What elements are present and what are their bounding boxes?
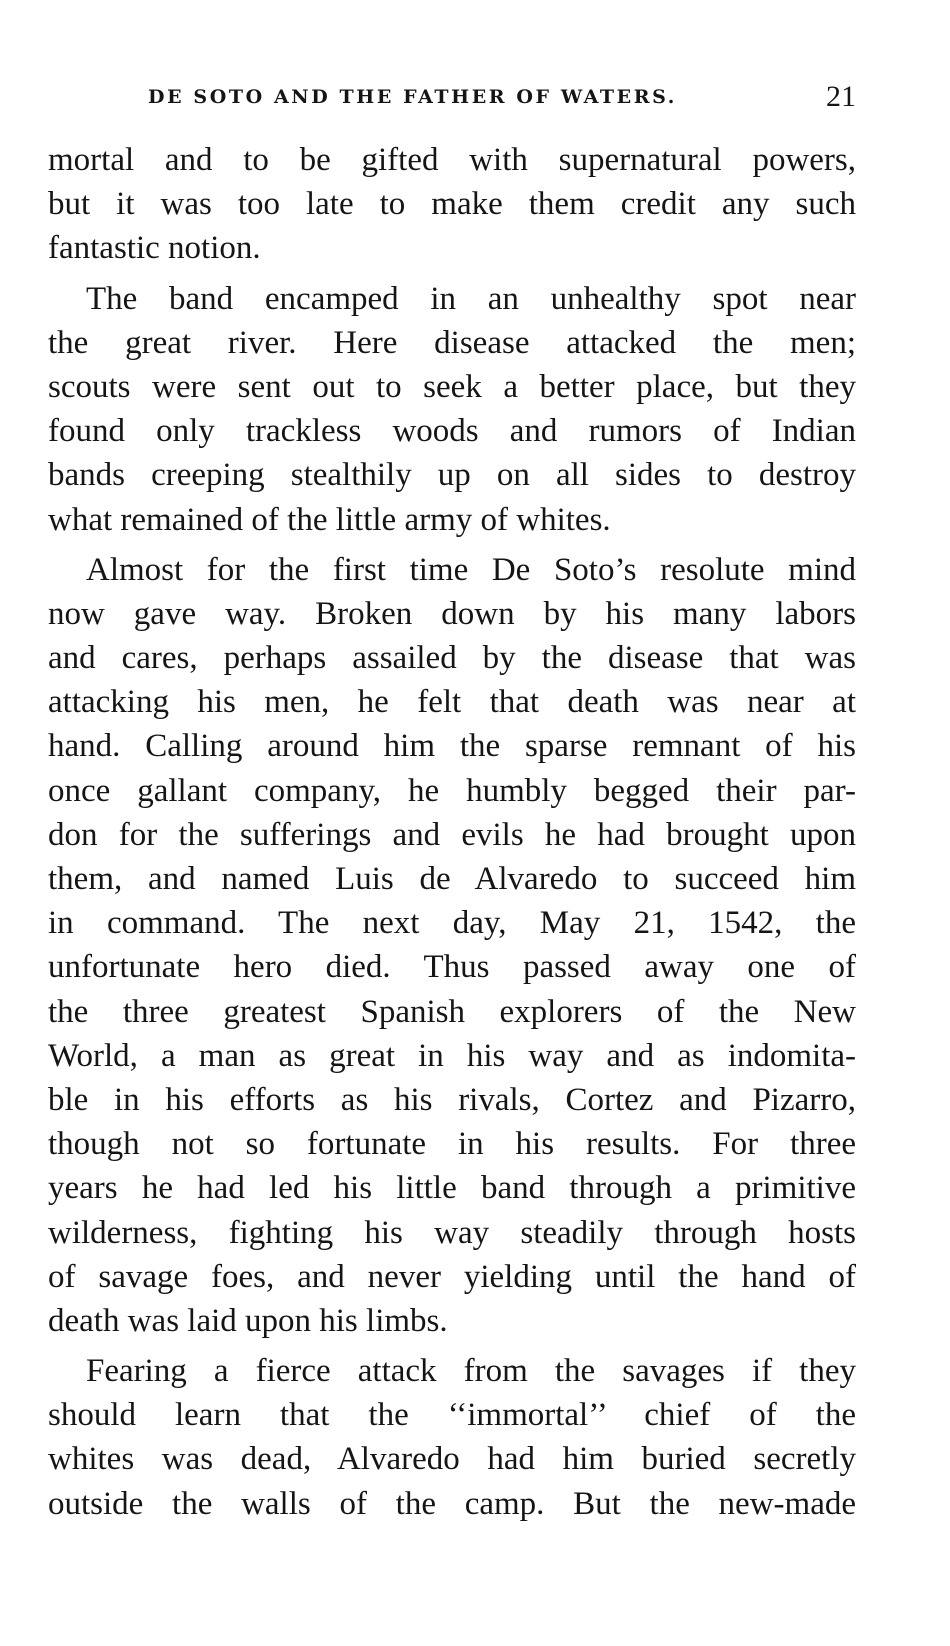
text-line: the three greatest Spanish explorers of the New (48, 993, 856, 1030)
body-text (48, 138, 856, 1526)
running-head (48, 80, 856, 114)
paragraph (48, 138, 856, 271)
text-line: ble in his efforts as his rivals, Cortez and Pizarro, (48, 1081, 856, 1118)
text-line: don for the sufferings and evils he had brought upon (48, 816, 856, 853)
page-number: 21 (826, 80, 856, 113)
paragraph (48, 548, 856, 1343)
text-line: fantastic notion. (48, 230, 261, 267)
text-line: found only trackless woods and rumors of Indian (48, 413, 856, 450)
text-line: the great river. Here disease attacked the men; (48, 324, 856, 361)
text-line: of savage foes, and never yielding until the hand of (48, 1258, 856, 1295)
text-line: though not so fortunate in his results. For three (48, 1126, 856, 1163)
text-line: years he had led his little band through a primitive (48, 1170, 856, 1207)
text-line: The band encamped in an unhealthy spot near (86, 280, 856, 317)
text-line: World, a man as great in his way and as indomita- (48, 1037, 856, 1074)
text-line: death was laid upon his limbs. (48, 1302, 448, 1339)
text-line: should learn that the ‘‘immortal’’ chief of the (48, 1397, 856, 1434)
text-line: but it was too late to make them credit any such (48, 186, 856, 223)
running-title: DE SOTO AND THE FATHER OF WATERS. (148, 86, 677, 108)
text-line: hand. Calling around him the sparse remnant of his (48, 728, 856, 765)
paragraph (48, 1349, 856, 1526)
text-line: bands creeping stealthily up on all sides to destroy (48, 457, 856, 494)
text-line: what remained of the little army of whites. (48, 501, 611, 538)
paragraph (48, 277, 856, 542)
text-line: attacking his men, he felt that death was near at (48, 684, 856, 721)
text-line: them, and named Luis de Alvaredo to succeed him (48, 861, 856, 897)
text-line: and cares, perhaps assailed by the disease that was (48, 640, 856, 677)
text-line: Almost for the first time De Soto’s resolute mind (86, 551, 856, 588)
text-line: whites was dead, Alvaredo had him buried secretly (48, 1441, 856, 1478)
text-line: outside the walls of the camp. But the new-made (48, 1485, 856, 1522)
text-line: unfortunate hero died. Thus passed away one of (48, 949, 856, 986)
text-line: now gave way. Broken down by his many labors (48, 595, 856, 632)
text-line: Fearing a fierce attack from the savages if they (86, 1353, 856, 1390)
text-line: once gallant company, he humbly begged their par- (48, 772, 856, 809)
text-line: in command. The next day, May 21, 1542, the (48, 905, 856, 942)
text-line: mortal and to be gifted with supernatural powers, (48, 142, 856, 178)
text-line: scouts were sent out to seek a better place, but they (48, 368, 856, 405)
text-line: wilderness, fighting his way steadily through hosts (48, 1214, 856, 1251)
